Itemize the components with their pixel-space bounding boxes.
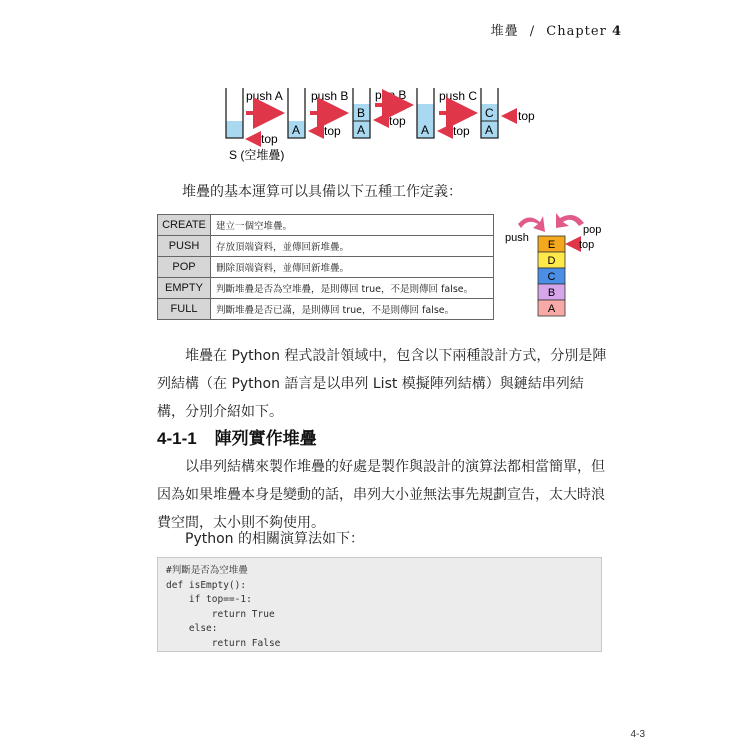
side-stack-value: C [547,271,556,283]
operation-description: 刪除頂端資料，並傳回新堆疊。 [211,257,494,278]
operation-name: FULL [158,299,211,320]
push-arrow-icon [518,216,545,232]
side-stack-value: E [547,239,556,251]
side-stack-value: A [547,303,556,315]
operation-row [158,299,494,320]
operation-description: 判斷堆疊是否已滿，是則傳回 true，不是則傳回 false。 [211,299,494,320]
stack-value: A [292,123,301,137]
header-divider: / [529,24,536,39]
operation-name: CREATE [158,215,211,236]
paragraph-array-stack: 以串列結構來製作堆疊的好處是製作與設計的演算法都相當簡單，但因為如果堆疊本身是變動的話，串列大小並無法事先規劃宣告，太大時浪費空間，太小則不夠使用。 [157,459,605,531]
stack-value: C [485,106,494,120]
push-c-label: push C [439,89,478,103]
stack-after-push-a [288,88,305,138]
code-block [157,557,602,652]
side-stack-value: D [547,255,556,267]
side-top-label: top [579,239,595,251]
section-title: 陣列實作堆疊 [214,429,317,449]
paragraph-algorithm-intro: Python 的相關演算法如下： [185,531,364,547]
stack-after-push-b [353,88,370,138]
pop-b-label: pop B [375,88,407,102]
paragraph-design-approaches: 堆疊在 Python 程式設計領域中，包含以下兩種設計方式，分別是陣列結構（在 Python 語言是以串列 List 模擬陣列結構）與鏈結串列結構，分別介紹如下。 [157,348,607,420]
push-a-label: push A [246,89,283,103]
stack-value: A [357,123,366,137]
operation-description: 建立一個空堆疊。 [211,215,494,236]
pop-label: pop [583,224,602,236]
top-pointer-5 [503,109,535,123]
top-label: top [389,114,406,128]
stack-value: A [421,123,430,137]
top-label: top [324,124,341,138]
side-stack-diagram [505,213,601,316]
pop-arrow-icon [556,213,584,228]
top-pointer-1 [247,132,278,146]
top-label: top [453,124,470,138]
operation-row [158,278,494,299]
side-stack-value: B [547,287,556,299]
chapter-label: Chapter [546,24,607,39]
stack-after-push-c [481,88,498,138]
operation-name: POP [158,257,211,278]
top-label: top [518,109,535,123]
operation-row [158,236,494,257]
stack-value: B [357,106,366,120]
operation-description: 判斷堆疊是否為空堆疊，是則傳回 true，不是則傳回 false。 [211,278,494,299]
chapter-number: 4 [611,24,622,39]
push-b-label: push B [311,89,349,103]
empty-stack-caption: S (空堆疊) [229,148,285,162]
stack-empty [226,88,243,138]
top-pointer-2 [310,124,341,138]
code-text: #判斷是否為空堆疊 def isEmpty(): if top==-1: return True else: return False [166,565,281,649]
top-pointer-4 [439,124,470,138]
stack-value: A [485,123,494,137]
stack-cell [226,121,243,138]
page-number: 4-3 [630,729,645,740]
operation-row [158,215,494,236]
operation-name: EMPTY [158,278,211,299]
operation-description: 存放頂端資料，並傳回新堆疊。 [211,236,494,257]
section-heading [157,424,317,449]
top-pointer-3 [375,114,406,128]
intro-text: 堆疊的基本運算可以具備以下五種工作定義： [182,184,462,200]
push-label: push [505,232,529,244]
top-label: top [261,132,278,146]
operations-table [157,214,494,320]
chapter-title: 堆疊 [490,24,519,39]
stack-after-pop-b [417,88,434,138]
operation-row [158,257,494,278]
operation-name: PUSH [158,236,211,257]
section-number: 4-1-1 [157,429,197,448]
